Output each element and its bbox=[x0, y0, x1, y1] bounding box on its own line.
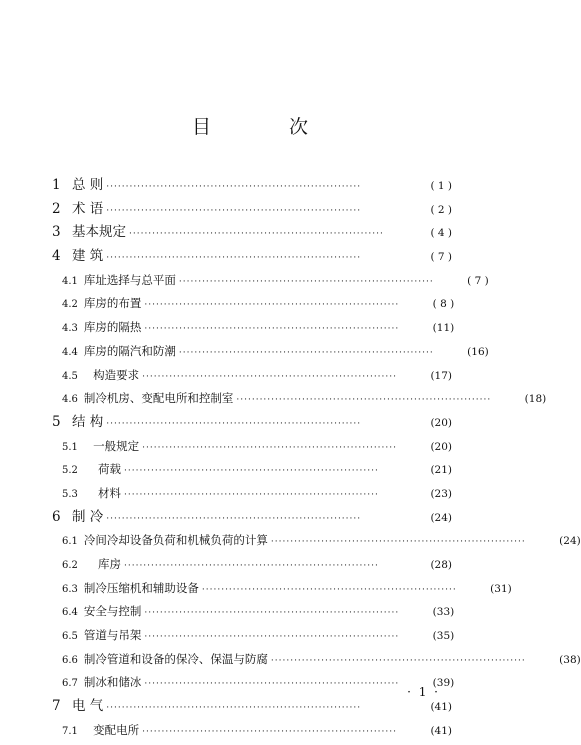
toc-chapter-row bbox=[52, 221, 452, 245]
toc-entry-page: (33) bbox=[432, 606, 455, 619]
dot-leader: ·································································· bbox=[124, 466, 379, 477]
toc-entry-number: 7 bbox=[52, 698, 61, 715]
dot-leader: ·································································· bbox=[144, 632, 400, 643]
toc-entry-title: 库房 bbox=[98, 557, 121, 571]
toc-section-row bbox=[52, 340, 489, 364]
toc-entry-title: 总 则 bbox=[72, 177, 104, 193]
toc-section-row bbox=[52, 671, 455, 695]
toc-section-row bbox=[52, 648, 581, 672]
toc-entry-page: ( 7 ) bbox=[467, 274, 489, 287]
toc-entry-title: 库房的隔热 bbox=[83, 320, 142, 335]
dot-leader: ·································································· bbox=[270, 537, 526, 548]
table-of-contents bbox=[52, 174, 581, 743]
toc-entry-number: 4 bbox=[52, 248, 61, 265]
dot-leader: ·································································· bbox=[178, 347, 434, 358]
toc-entry-number: 7.1 bbox=[62, 725, 78, 737]
dot-leader: ·································································· bbox=[144, 324, 400, 335]
toc-chapter-row bbox=[52, 174, 452, 198]
toc-entry-title: 制冷管道和设备的保冷、保温与防腐 bbox=[83, 651, 268, 666]
toc-section-row bbox=[52, 387, 547, 411]
dot-leader: ·································································· bbox=[142, 442, 397, 453]
toc-section-row bbox=[52, 364, 452, 388]
dot-leader: ·································································· bbox=[129, 229, 384, 240]
toc-entry-page: (17) bbox=[430, 369, 452, 382]
toc-entry-number: 4.6 bbox=[62, 394, 78, 406]
toc-entry-page: (11) bbox=[432, 322, 455, 335]
toc-entry-page: ( 7 ) bbox=[430, 251, 452, 264]
toc-entry-title: 荷载 bbox=[98, 462, 121, 477]
dot-leader: ·································································· bbox=[106, 182, 362, 192]
toc-entry-title: 变配电所 bbox=[93, 722, 140, 737]
toc-entry-page: (16) bbox=[467, 345, 489, 358]
toc-entry-page: ( 4 ) bbox=[430, 227, 452, 240]
toc-entry-page: (20) bbox=[430, 440, 452, 453]
toc-entry-number: 5.1 bbox=[62, 441, 78, 453]
dot-leader: ·································································· bbox=[106, 253, 362, 264]
toc-entry-page: (39) bbox=[432, 677, 455, 690]
toc-entry-title: 术 语 bbox=[72, 200, 104, 217]
toc-entry-page: (18) bbox=[524, 393, 547, 406]
toc-chapter-row bbox=[52, 506, 452, 530]
toc-entry-number: 4.3 bbox=[62, 323, 78, 335]
toc-entry-page: (31) bbox=[490, 582, 512, 595]
toc-section-row bbox=[52, 458, 452, 482]
toc-entry-title: 库址选择与总平面 bbox=[83, 272, 176, 287]
toc-entry-title: 电 气 bbox=[72, 698, 104, 715]
toc-entry-title: 材料 bbox=[98, 485, 121, 500]
dot-leader: ·································································· bbox=[106, 703, 362, 714]
toc-entry-title: 制冰和储冰 bbox=[83, 675, 142, 690]
toc-entry-title: 制冷机房、变配电所和控制室 bbox=[83, 391, 234, 406]
toc-entry-number: 2 bbox=[52, 200, 61, 217]
toc-entry-page: (38) bbox=[559, 653, 581, 666]
dot-leader: ·································································· bbox=[236, 395, 492, 406]
toc-entry-page: ( 2 ) bbox=[430, 203, 452, 216]
toc-entry-title: 库房的隔汽和防潮 bbox=[83, 343, 176, 358]
toc-chapter-row bbox=[52, 198, 452, 222]
toc-chapter-row bbox=[52, 245, 452, 269]
dot-leader: ·································································· bbox=[144, 679, 400, 690]
toc-chapter-row bbox=[52, 411, 452, 435]
dot-leader: ·································································· bbox=[142, 371, 397, 382]
toc-section-row bbox=[52, 553, 452, 577]
dot-leader: ·································································· bbox=[270, 655, 526, 666]
toc-entry-number: 3 bbox=[52, 224, 61, 241]
toc-entry-title: 制 冷 bbox=[72, 508, 104, 525]
dot-leader: ·································································· bbox=[106, 418, 362, 429]
toc-entry-title: 管道与吊架 bbox=[83, 628, 142, 643]
toc-entry-number: 6.2 bbox=[62, 560, 78, 571]
toc-entry-page: ( 8 ) bbox=[432, 298, 455, 311]
toc-entry-number: 6.4 bbox=[62, 607, 78, 619]
toc-section-row bbox=[52, 316, 455, 340]
toc-entry-page: (41) bbox=[430, 701, 452, 714]
dot-leader: ·································································· bbox=[124, 489, 379, 500]
toc-entry-number: 6.1 bbox=[62, 536, 78, 548]
toc-entry-page: (23) bbox=[430, 487, 452, 500]
toc-entry-title: 冷间冷却设备负荷和机械负荷的计算 bbox=[83, 533, 268, 548]
toc-entry-page: (35) bbox=[432, 630, 455, 643]
toc-entry-number: 6.5 bbox=[62, 631, 78, 643]
dot-leader: ·································································· bbox=[142, 726, 397, 737]
toc-entry-title: 安全与控制 bbox=[83, 604, 142, 619]
toc-entry-number: 4.5 bbox=[62, 370, 78, 382]
toc-entry-page: (24) bbox=[559, 535, 581, 548]
toc-entry-number: 5 bbox=[52, 413, 61, 430]
toc-entry-number: 6 bbox=[52, 508, 61, 525]
dot-leader: ·································································· bbox=[178, 276, 434, 287]
toc-section-row bbox=[52, 529, 581, 553]
dot-leader: ·································································· bbox=[144, 300, 400, 311]
dot-leader: ·································································· bbox=[144, 608, 400, 619]
toc-entry-page: (28) bbox=[430, 559, 452, 571]
toc-entry-title: 一般规定 bbox=[93, 438, 140, 453]
toc-entry-number: 4.2 bbox=[62, 299, 78, 311]
toc-section-row bbox=[52, 269, 489, 293]
toc-chapter-row bbox=[52, 695, 452, 719]
toc-entry-page: (20) bbox=[430, 416, 452, 429]
page-title: 目 次 bbox=[191, 116, 345, 138]
toc-entry-title: 结 构 bbox=[72, 413, 104, 430]
toc-section-row bbox=[52, 482, 452, 506]
toc-entry-title: 建 筑 bbox=[72, 248, 104, 265]
toc-entry-number: 5.2 bbox=[62, 465, 78, 477]
toc-section-row bbox=[52, 292, 455, 316]
dot-leader: ·································································· bbox=[201, 584, 457, 595]
toc-entry-number: 6.7 bbox=[62, 678, 78, 690]
dot-leader: ·································································· bbox=[124, 561, 379, 571]
toc-entry-title: 构造要求 bbox=[93, 367, 140, 382]
toc-section-row bbox=[52, 600, 455, 624]
page-number: · 1 · bbox=[407, 685, 440, 699]
toc-entry-page: (41) bbox=[430, 724, 452, 737]
toc-section-row bbox=[52, 624, 455, 648]
dot-leader: ·································································· bbox=[106, 513, 362, 524]
dot-leader: ·································································· bbox=[106, 205, 362, 216]
toc-entry-title: 库房的布置 bbox=[83, 296, 142, 311]
toc-entry-page: (24) bbox=[430, 511, 452, 524]
toc-entry-number: 4.1 bbox=[62, 275, 78, 287]
toc-section-row bbox=[52, 719, 452, 743]
toc-entry-number: 1 bbox=[52, 177, 61, 193]
toc-section-row bbox=[52, 577, 512, 601]
toc-section-row bbox=[52, 435, 452, 459]
toc-entry-number: 6.3 bbox=[62, 583, 78, 595]
toc-entry-title: 基本规定 bbox=[72, 224, 126, 241]
toc-entry-page: ( 1 ) bbox=[430, 180, 452, 192]
toc-entry-number: 4.4 bbox=[62, 346, 78, 358]
toc-entry-number: 6.6 bbox=[62, 654, 78, 666]
toc-entry-page: (21) bbox=[430, 464, 452, 477]
toc-entry-number: 5.3 bbox=[62, 488, 78, 500]
toc-entry-title: 制冷压缩机和辅助设备 bbox=[83, 580, 199, 595]
